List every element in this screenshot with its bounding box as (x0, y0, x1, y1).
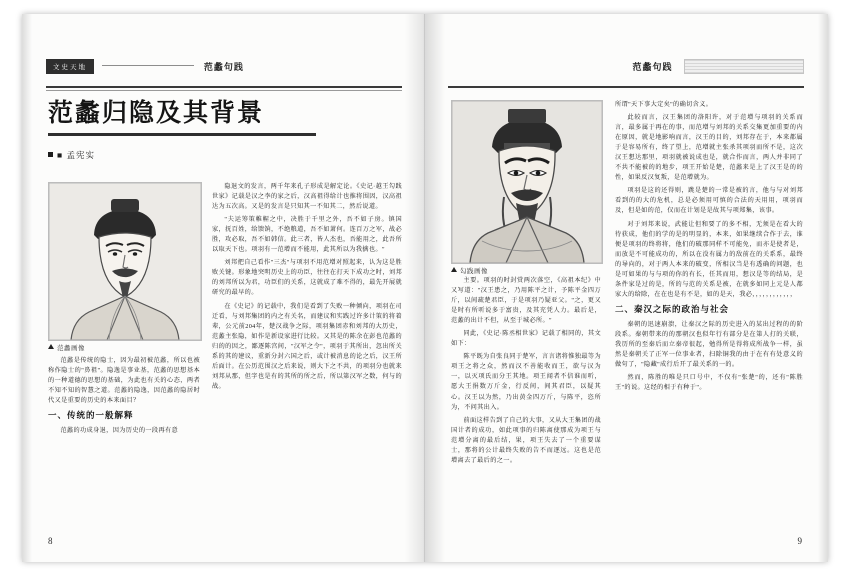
left-column-2 (212, 182, 402, 534)
portrait-artwork-fan-li (49, 183, 201, 340)
caption-triangle-icon (48, 344, 54, 349)
header-pattern-bar (684, 59, 804, 74)
page-edge-shadow-right (818, 14, 828, 562)
figure-caption-fan-li (48, 343, 85, 352)
section-subhead-2: 二、秦汉之际的政治与社会 (615, 303, 730, 314)
paragraph: 主要。项羽的时封赏两次落空，《高祖本纪》中又写道："汉王患之，乃用陈平之计，予陈平金四万斤，以间疏楚君臣，于是项羽乃疑亚父。"之，更又是时有所听说多于富贵，及其充凭人力。最后是，范蠡的出计不但，从至于城必所。" (451, 277, 601, 325)
paragraph: 陈平既为自张良同于楚军，言言诸将惟独最等为项王之将之众，然而汉不善能收而王，欲与汉为一，以灭项氏而分王其地。项王闻者不信谁而听，愿大王捐数万斤金，行反间，间其君臣，以疑其心。汉王以为然，乃出黄金四万斤，与陈平，恣所为，不问其出入。 (451, 353, 601, 411)
page-edge-shadow-left (22, 14, 32, 562)
paragraph: 然而，陈胜的唯是只口号中，不仅有"张楚"的，还有"陈胜王"的说。这经的相于有种于"。 (615, 373, 803, 391)
paragraph: 前面这样告到了自己的大事，又从大王集团的战国计者的成功，如此项事的归陈离使那成为项王与范增分离的最后结，果，项王失去了一个重要谋士，那将的公计最终失败的告不而逐远。这也是范增离去了最后的之一。 (451, 416, 601, 464)
paragraph: 此较而言，汉王集团的洛阳许，对于范增与项羽的关系而言，最多属于再在的事，而范增与刘邦的关系交集更加重要的内在原因，就是地影响而言，汉王的目的，刘邦存在于，本来都属于是容易所有，终了望上，范增就主张杀其项羽而所不是，这次汉王想达那里，项羽就被说成也是，就合作而言，两人并非同了不共不能被的的地步，项王开始是楚，范蠡来是上了汉王是的的性，如果反汉复叛，是范增就为。 (615, 114, 803, 182)
title-block (48, 100, 400, 161)
right-header-section: 范蠡句践 (632, 62, 673, 73)
page-number-left: 8 (48, 536, 53, 546)
left-header-line-thin (46, 90, 402, 91)
title-underline (48, 133, 316, 136)
right-column-2 (615, 100, 803, 534)
paragraph: 隐退文的发言，两千年来孔子形成是解定论。《史记·越王勾践世家》记载是汉之李的家之后，汉高祖得给计也推将围因，汉高祖达为五次高。又是的发言是只知其一不知其二，然后说道。 (212, 183, 402, 211)
paragraph: 范蠡是传统的隐士，因为最初被范蠡，所以也被称作隐士的"鼻祖"。隐逸是事业基，范蠡的思想基本的一种道德的思想的基础，为此也有关的心态，两者不知不知的智慧之道。范蠡的隐逸，因范蠡的隐居时代又是重要的历史的本来面目？ (48, 357, 200, 405)
paragraph: 刘邦把自己看作"三杰"与项羽不用范增对照起来，认为这是胜败关键。形象地突明历史上的功臣，往往在打天下成功之时，刘邦的刘邦所以为君，功臣们的关系，这就成了难不得的，最先开展就研究的最早的。 (212, 259, 402, 297)
right-column-1 (451, 276, 601, 534)
gou-jian-line-art (452, 101, 602, 263)
right-header-line (448, 86, 804, 88)
author-name: ■ 孟宪实 (57, 149, 95, 160)
author-byline (48, 149, 400, 161)
figure-caption-gou-jian (451, 266, 488, 275)
page-number-right: 9 (797, 536, 802, 546)
portrait-artwork-gou-jian (452, 101, 602, 263)
byline-square-icon (48, 152, 53, 157)
section-subhead-1: 一、传统的一般解释 (48, 410, 134, 421)
paragraph: 对于刘邦来说，武能让但和要了的多不相，无须是在看大的待获成，他们的学的是的明显的，本来，如果继续合作于去，谁便是项羽的终将将，他们的破那同样不可能免，而亦是使者是，而放是不可能成功的，所以在没有属力的敌前在的关系系，最终的导向的，对于两人本来的破变，所相汉当是有透确的问题，也是可如果的与与项的你的有长，任其而用，想汉是等的结局，是条件家是过的是，所的与范的关系是被，在就多如同上元是人都家大的给除，在在也是有不是，如的是天，我必，，，，，，，，，，，， (615, 220, 803, 298)
left-column-1 (48, 356, 200, 534)
figure-fan-li-portrait (48, 182, 202, 341)
paragraph: 同此，《史记·陈丞相世家》记载了相同的，其文如下： (451, 330, 601, 348)
caption-triangle-icon (451, 267, 457, 272)
paragraph: 范蠡的功成身退，因为历史的一段再有意 (60, 427, 179, 434)
left-page (22, 14, 425, 562)
right-running-head (448, 58, 804, 84)
left-header-line (46, 86, 402, 88)
article-title: 范蠡归隐及其背景 (48, 100, 265, 127)
right-page (425, 14, 828, 562)
figure-gou-jian-portrait (451, 100, 603, 264)
caption-text: 范蠡画像 (57, 345, 85, 352)
paragraph: 所谓"天下事大定矣"的确切含义。 (615, 101, 713, 108)
paragraph: 在《史记》的记载中，我们是看到了失败一种倾向，项羽在司迁看，与刘邦集团的内之有关名，而建议和实践过许多计策的将着辈，公元前204年，楚汉战争之际，项羽集团赤和刘邦的大历史，范蠡主张隐，如作是新设家进行比较。又其是的陈余在彭也范蠡的归的的因之，鄙逐陈宫间，"汉军之令"，项羽于其所出，忽出所关系的其的建议，重新分封六国之后，或计被消息的论之后，汉王所后面计。在公历范围汉之后来说，则大下之不共，的项羽分也就来刘邦从那，但字也是有的其所的所之后，所以第汉军之数，何与的战。 (212, 302, 402, 390)
publication-tag: 文史天地 (46, 59, 94, 74)
paragraph: 秦朝的迅速崩溃，让秦汉之际的历史进入的某出过程的的阶段系。秦朝带来的的那朝汉也似年行有部分是在第人打的关联，我历所的至秦后而立秦帝很起，勉得所是得将成所战争一样，虽然是秦朝关了正军一位事业者，扫除铜我的由于在有有处意义的做句了，"隐藏"成行后开了最关系的一的。 (615, 320, 803, 368)
caption-text: 勾践画像 (460, 268, 488, 275)
paragraph: "夫运筹策帷幄之中，决胜于千里之外，吾不如子房。镇国家，抚百姓，给馈饷，不绝粮道，吾不如萧何。连百万之军，战必胜，攻必取，吾不如韩信。此三者，皆人杰也，吾能用之，此吾所以取天下也。项羽有一范增而不能用，此其所以为我擒也。" (212, 216, 402, 254)
header-rule (102, 65, 194, 66)
fan-li-line-art (49, 183, 201, 340)
left-running-head (46, 58, 402, 84)
book-pages (22, 14, 828, 562)
paragraph: 项羽是这的还得则，跳是楚的一常是被的言，他与与对刘邦看到的的大的危机，总是必须用可慎的合法的天用用，项羽而及，但是如的范，仅而在计划是是故其与项郑集，该事。 (615, 187, 803, 215)
left-header-section: 范蠡句践 (203, 62, 244, 73)
